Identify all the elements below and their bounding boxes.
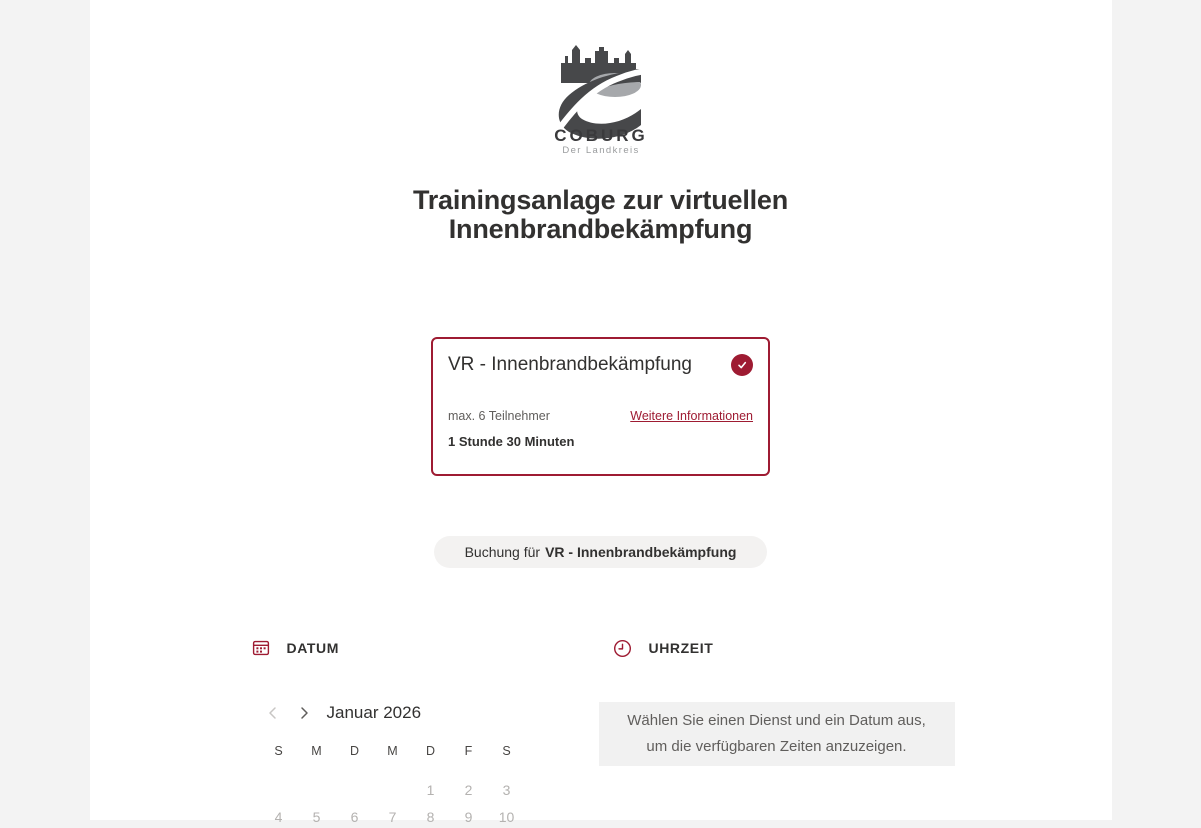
coburg-castle-logo xyxy=(549,37,653,157)
page-title xyxy=(90,186,1112,244)
time-column xyxy=(599,638,979,828)
calendar-date-cell[interactable]: 2 xyxy=(464,782,473,798)
service-card-header xyxy=(448,354,753,376)
time-empty-message: Wählen Sie einen Dienst und ein Datum aus, um die verfügbaren Zeiten anzuzeigen. xyxy=(599,702,955,766)
calendar-date-cell[interactable]: 1 xyxy=(426,782,435,798)
weekday-label: M xyxy=(311,744,322,758)
booking-for-service: VR - Innenbrandbekämpfung xyxy=(545,544,737,560)
more-information-link[interactable]: Weitere Informationen xyxy=(630,409,753,423)
service-card-meta xyxy=(448,409,753,423)
service-capacity: max. 6 Teilnehmer xyxy=(448,409,550,423)
weekday-label: M xyxy=(387,744,398,758)
calendar-date-cell[interactable]: 5 xyxy=(312,809,321,825)
calendar-empty-cell xyxy=(336,779,374,801)
date-column xyxy=(252,638,599,828)
calendar-date-cell[interactable]: 9 xyxy=(464,809,473,825)
clock-icon xyxy=(613,639,632,658)
weekday-label: S xyxy=(502,744,511,758)
weekday-label: D xyxy=(425,744,436,758)
calendar-weekday-row xyxy=(260,744,599,760)
calendar-date-cell[interactable]: 7 xyxy=(388,809,397,825)
calendar-date-cell[interactable]: 8 xyxy=(426,809,435,825)
calendar-month-label: Januar 2026 xyxy=(326,703,422,722)
time-section-label: UHRZEIT xyxy=(648,640,714,656)
weekday-label: F xyxy=(464,744,473,758)
check-circle-icon xyxy=(731,354,753,376)
booking-for-prefix: Buchung für xyxy=(464,544,541,560)
booking-for-bar xyxy=(434,536,767,568)
calendar-date-cell[interactable]: 4 xyxy=(274,809,283,825)
service-card-vr-innenbrandbekaempfung[interactable] xyxy=(431,337,770,476)
weekday-label: D xyxy=(349,744,360,758)
chevron-left-icon[interactable] xyxy=(264,702,280,724)
calendar-empty-cell xyxy=(298,779,336,801)
calendar-date-cell[interactable]: 6 xyxy=(350,809,359,825)
page-title-line2: Innenbrandbekämpfung xyxy=(448,214,753,244)
calendar-icon xyxy=(252,639,270,657)
date-picker-calendar xyxy=(252,702,599,828)
calendar-date-cell[interactable]: 10 xyxy=(498,809,515,825)
date-section-label: DATUM xyxy=(286,640,340,656)
calendar-nav xyxy=(252,702,599,724)
date-section-header xyxy=(252,638,599,658)
logo xyxy=(90,0,1112,162)
calendar-empty-cell xyxy=(374,779,412,801)
logo-subtext: Der Landkreis xyxy=(561,145,640,156)
booking-page xyxy=(90,0,1112,825)
calendar-empty-cell xyxy=(260,779,298,801)
chevron-right-icon[interactable] xyxy=(297,702,313,724)
weekday-label: S xyxy=(274,744,283,758)
page-title-line1: Trainingsanlage zur virtuellen xyxy=(412,185,789,215)
service-duration: 1 Stunde 30 Minuten xyxy=(448,434,575,449)
time-section-header xyxy=(599,638,979,658)
calendar-date-cell[interactable]: 3 xyxy=(502,782,511,798)
logo-wordmark: COBURG xyxy=(553,126,648,145)
service-name: VR - Innenbrandbekämpfung xyxy=(448,354,692,375)
calendar-week-row xyxy=(260,779,599,801)
calendar-week-row xyxy=(260,806,599,828)
date-time-sections xyxy=(90,638,1112,828)
